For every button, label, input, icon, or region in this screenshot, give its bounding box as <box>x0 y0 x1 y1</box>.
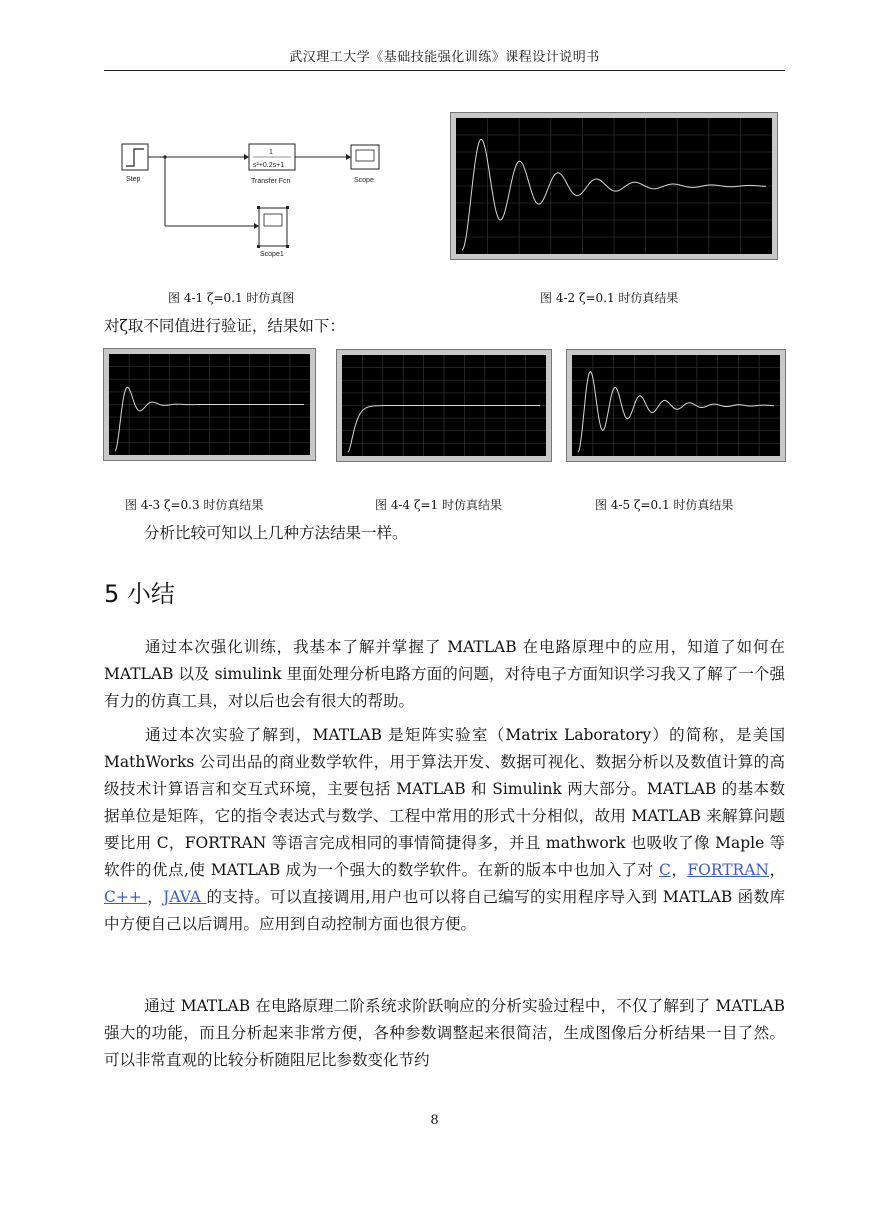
header-rule <box>104 70 785 71</box>
scope-block <box>351 145 379 169</box>
paragraph-2: 通过本次实验了解到，MATLAB 是矩阵实验室（Matrix Laboratory）的简称，是美国 MathWorks 公司出品的商业数学软件，用于算法开发、数据可视化、数据分析以及数值计算的高级技术计算语言和交互式环境，主要包括 MATLAB 和 Simulink 两大部分。MATLAB 的基本数据单位是矩阵，它的指令表达式与数学、工程中常用的形式十分相似，故用 MATLAB 来解算问题要比用 C，FORTRAN 等语言完成相同的事情简捷得多，并且 mathwork 也吸收了像 Maple 等软件的优点,使 MATLAB 成为一个强大的数学软件。在新的版本中也加入了对 C，FORTRAN，C++ ，JAVA 的支持。可以直接调用,用户也可以将自己编写的实用程序导入到 MATLAB 函数库中方便自己以后调用。应用到自动控制方面也很方便。 <box>104 726 785 933</box>
simulink-diagram <box>110 130 410 265</box>
link-fortran[interactable]: FORTRAN <box>687 861 769 879</box>
section-title: 5 小结 <box>104 580 175 608</box>
page-number: 8 <box>430 1113 439 1128</box>
caption-fig42: 图 4-2 ζ=0.1 时仿真结果 <box>540 291 679 305</box>
intro-line: 对ζ取不同值进行验证，结果如下： <box>104 317 345 335</box>
tf-denominator: s²+0.2s+1 <box>253 162 285 169</box>
compare-text: 分析比较可知以上几种方法结果一样。 <box>144 524 408 542</box>
step-label: Step <box>126 176 141 183</box>
scope-plot-fig45 <box>567 350 785 461</box>
paragraph-1-text: 通过本次强化训练，我基本了解并掌握了 MATLAB 在电路原理中的应用，知道了如何在 MATLAB 以及 simulink 里面处理分析电路方面的问题，对待电子方面知识学习我又了解了一个强有力的仿真工具，对以后也会有很大的帮助。 <box>104 638 785 710</box>
scope1-label: Scope1 <box>260 251 284 258</box>
link-java[interactable]: JAVA <box>163 888 207 906</box>
tf-numerator: 1 <box>269 149 273 156</box>
step-block <box>122 144 148 170</box>
scope-plot-fig42 <box>451 113 777 259</box>
scope-plot-fig43 <box>104 349 315 460</box>
paragraph-2-text-a: 通过本次实验了解到，MATLAB 是矩阵实验室（Matrix Laboratory）的简称，是美国 MathWorks 公司出品的商业数学软件，用于算法开发、数据可视化、数据分析以及数值计算的高级技术计算语言和交互式环境，主要包括 MATLAB 和 Simulink 两大部分。MATLAB 的基本数据单位是矩阵，它的指令表达式与数学、工程中常用的形式十分相似，故用 MATLAB 来解算问题要比用 C，FORTRAN 等语言完成相同的事情简捷得多，并且 mathwork 也吸收了像 Maple 等软件的优点,使 MATLAB 成为一个强大的数学软件。在新的版本中也加入了对 <box>104 726 785 879</box>
scope-plot-fig44 <box>337 350 551 461</box>
compare-line <box>104 520 785 547</box>
caption-fig41: 图 4-1 ζ=0.1 时仿真图 <box>168 291 295 305</box>
page-header: 武汉理工大学《基础技能强化训练》课程设计说明书 <box>289 50 600 65</box>
paragraph-1 <box>104 634 785 715</box>
tf-label: Transfer Fcn <box>251 178 291 185</box>
paragraph-2-text-b: 的支持。可以直接调用,用户也可以将自己编写的实用程序导入到 MATLAB 函数库中方便自己以后调用。应用到自动控制方面也很方便。 <box>104 888 785 933</box>
caption-fig44: 图 4-4 ζ=1 时仿真结果 <box>375 498 502 512</box>
paragraph-3 <box>104 993 785 1074</box>
paragraph-3-text: 通过 MATLAB 在电路原理二阶系统求阶跃响应的分析实验过程中，不仅了解到了 MATLAB 强大的功能，而且分析起来非常方便，各种参数调整起来很简洁，生成图像后分析结果一目了然。可以非常直观的比较分析随阻尼比参数变化节约 <box>104 997 785 1069</box>
caption-fig43: 图 4-3 ζ=0.3 时仿真结果 <box>125 498 264 512</box>
caption-fig45: 图 4-5 ζ=0.1 时仿真结果 <box>595 498 734 512</box>
link-cpp[interactable]: C++ <box>104 888 148 906</box>
link-c[interactable]: C <box>658 861 671 879</box>
scope-label: Scope <box>354 177 374 184</box>
